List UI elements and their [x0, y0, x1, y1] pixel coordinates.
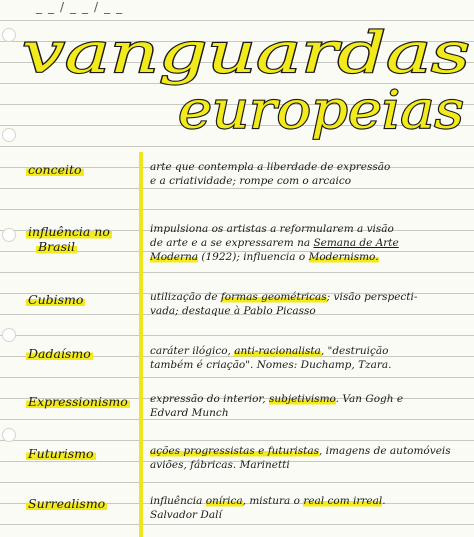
binder-hole: [2, 428, 16, 442]
title-lettering: [0, 0, 474, 150]
concept-label: Futurismo: [28, 446, 94, 461]
concept-description: expressão do interior, subjetivismo. Van Gogh e Edvard Munch: [150, 393, 404, 419]
concept-label: influência no Brasil: [28, 224, 110, 254]
concept-description: arte que contempla a liberdade de expressão e a criatividade; rompe com o arcaico: [150, 161, 391, 187]
binder-hole: [2, 228, 16, 242]
concept-label: Expressionismo: [28, 394, 128, 409]
concept-description: influência onírica, mistura o real com irreal. Salvador Dalí: [150, 495, 386, 521]
concept-description: utilização de formas geométricas; visão perspecti- vada; destaque à Pablo Picasso: [150, 291, 418, 317]
concept-label: Cubismo: [28, 292, 84, 307]
concept-label: conceito: [28, 162, 82, 177]
column-divider: [139, 152, 143, 537]
concept-description: impulsiona os artistas a reformularem a visão de arte e a se expressarem na Semana de Arte Moderna (1922); influencia o Modernismo.: [150, 223, 399, 263]
title-line-1: vanguardas: [22, 21, 470, 86]
concept-description: ações progressistas e futuristas, imagens de automóveis aviões, fábricas. Marinetti: [150, 445, 451, 471]
date-mark: __/__/__: [36, 0, 129, 14]
title-line-2: europeias: [178, 81, 464, 141]
binder-hole: [2, 328, 16, 342]
concept-description: caráter ilógico, anti-racionalista, "destruição também é criação". Nomes: Duchamp, Tzara.: [150, 345, 392, 371]
concept-label: Dadaísmo: [28, 346, 91, 361]
concept-label: Surrealismo: [28, 496, 106, 511]
